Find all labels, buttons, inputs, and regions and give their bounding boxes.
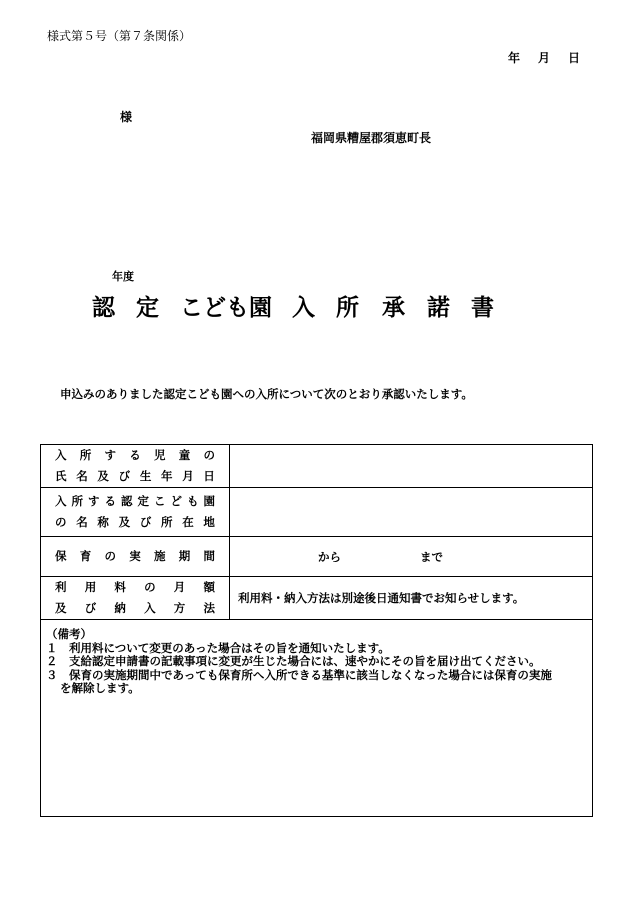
table-row-period <box>41 537 593 577</box>
label-char: 生 <box>139 469 152 483</box>
issue-date <box>508 49 580 66</box>
facility-name-value[interactable] <box>230 488 593 537</box>
label-char: も <box>187 494 199 508</box>
label-char: 認 <box>121 494 133 508</box>
table-row-facility <box>41 488 593 537</box>
label-char: る <box>129 448 141 462</box>
label-char: 所 <box>161 515 173 529</box>
label-char: 法 <box>203 601 215 615</box>
label-char: 方 <box>173 601 186 615</box>
label-char: 所 <box>71 494 83 508</box>
label-char: 地 <box>203 515 215 529</box>
label-char: 日 <box>203 469 215 483</box>
label-char: 月 <box>182 469 194 483</box>
label-char: 園 <box>203 494 215 508</box>
period-from-label: から <box>318 549 341 564</box>
label-char: 用 <box>84 580 97 594</box>
label-char: び <box>84 601 97 615</box>
label-char: 実 <box>129 549 141 563</box>
label-char: 額 <box>203 580 215 594</box>
label-char: の <box>55 515 67 529</box>
title-char: 承 <box>382 295 405 321</box>
label-line <box>41 445 229 466</box>
admission-info-table <box>40 444 593 620</box>
title-char: こ <box>180 295 203 321</box>
remarks-box <box>40 615 593 817</box>
label-char: 入 <box>55 494 67 508</box>
label-char: 料 <box>114 580 126 594</box>
label-char: 及 <box>97 469 109 483</box>
label-char: 定 <box>137 494 149 508</box>
remark-item-2: ２ 支給認定申請書の記載事項に変更が生じた場合には、速やかにその旨を届け出てください。 <box>46 654 541 668</box>
label-char: び <box>139 515 152 529</box>
label-char: 及 <box>118 515 131 529</box>
label-line <box>41 546 229 567</box>
label-char: 育 <box>79 549 92 563</box>
label-char: び <box>118 469 131 483</box>
remark-item-3: ３ 保育の実施期間中であっても保育所へ入所できる基準に該当しなくなった場合には保育の実施 <box>46 667 552 682</box>
fee-value: 利用料・納入方法は別途後日通知書でお知らせします。 <box>230 577 593 620</box>
label-char: 童 <box>178 448 191 462</box>
title-char: 所 <box>336 295 359 321</box>
label-char: 利 <box>55 580 67 594</box>
table-row-fee <box>41 577 593 620</box>
label-char: 保 <box>55 549 67 563</box>
approval-statement: 申込みのありました認定こども園への入所について次のとおり承認いたします。 <box>60 387 473 401</box>
label-char: 間 <box>203 549 215 563</box>
remark-item-1: １ 利用料について変更のあった場合はその旨を通知いたします。 <box>46 640 390 655</box>
title-char: 園 <box>249 295 272 321</box>
label-char: の <box>104 549 116 563</box>
label-line <box>41 491 229 512</box>
label-char: の <box>144 580 156 594</box>
title-char: ど <box>203 295 226 321</box>
remarks-heading: （備考） <box>46 627 92 641</box>
label-char: こ <box>154 494 166 508</box>
label-char: の <box>203 448 215 462</box>
label-char: 在 <box>182 515 194 529</box>
date-month-label: 月 <box>538 51 551 65</box>
title-char: 入 <box>292 295 315 321</box>
remark-item-3-continued: を解除します。 <box>60 681 140 695</box>
title-char: 認 <box>92 295 115 321</box>
care-period-value[interactable] <box>230 537 593 577</box>
label-char: す <box>88 494 100 508</box>
label-char: 称 <box>97 515 109 529</box>
label-char: 児 <box>154 448 166 462</box>
issuer-name: 福岡県糟屋郡須恵町長 <box>311 131 432 145</box>
title-char: 諾 <box>427 295 450 321</box>
label-char: 入 <box>144 601 156 615</box>
label-char: 期 <box>178 549 191 563</box>
addressee-honorific: 様 <box>120 110 133 124</box>
label-char: す <box>104 448 116 462</box>
label-char: ど <box>170 494 182 508</box>
label-char: 氏 <box>55 469 67 483</box>
label-char: 名 <box>76 469 88 483</box>
document-title <box>92 289 494 322</box>
label-char: 年 <box>161 469 173 483</box>
title-char: 定 <box>136 295 159 321</box>
fiscal-year-label: 年度 <box>112 270 134 283</box>
care-period-label <box>41 537 230 577</box>
label-char: 名 <box>76 515 88 529</box>
fee-label <box>41 577 230 620</box>
child-name-value[interactable] <box>230 445 593 488</box>
title-char: 書 <box>471 295 494 321</box>
period-to-label: まで <box>420 549 443 564</box>
label-char: 入 <box>55 448 67 462</box>
form-number: 様式第５号（第７条関係） <box>47 29 192 43</box>
title-char: も <box>226 295 249 321</box>
label-line <box>41 577 229 598</box>
label-char: 月 <box>173 580 186 594</box>
label-char: 施 <box>154 549 166 563</box>
label-char: 所 <box>79 448 92 462</box>
label-line <box>41 466 229 487</box>
table-row-child <box>41 445 593 488</box>
date-day-label: 日 <box>568 51 581 65</box>
label-char: 納 <box>114 601 126 615</box>
facility-name-label <box>41 488 230 537</box>
label-char: る <box>104 494 116 508</box>
label-char: 及 <box>55 601 67 615</box>
label-line <box>41 512 229 533</box>
child-name-label <box>41 445 230 488</box>
date-year-label: 年 <box>508 51 521 65</box>
